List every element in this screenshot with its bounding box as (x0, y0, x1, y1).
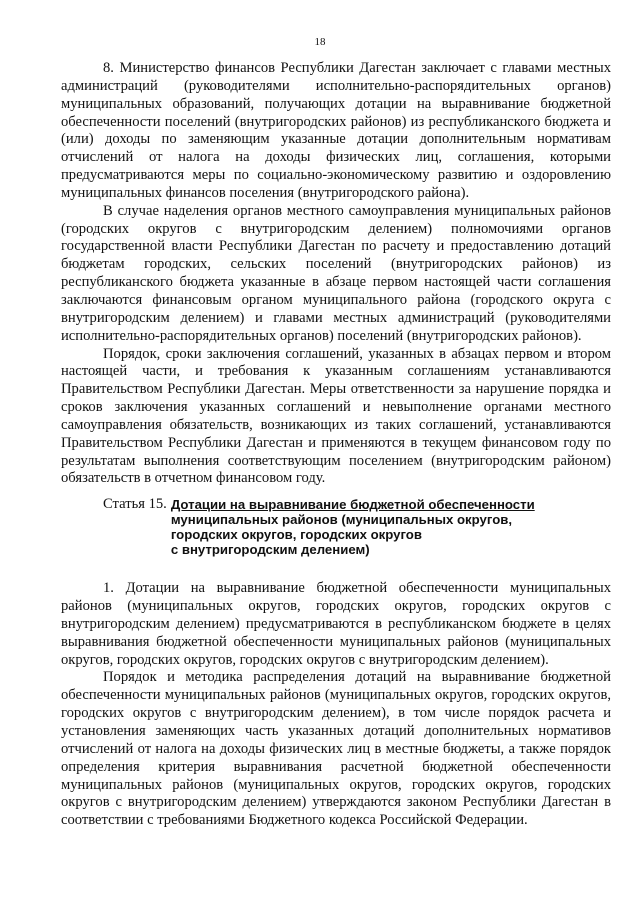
article-number: Статья 15. (103, 496, 167, 513)
article-title-line: Дотации на выравнивание бюджетной обеспеченности (170, 497, 535, 513)
paragraph-methodology: Порядок и методика распределения дотаций на выравнивание бюджетной обеспеченности муниципальных районов (муниципальных округов, городских округов, городских округов с внутригородским делением), в том числе порядок расчета и установления заменяющих часть указанных дотаций дополнительных нормативов отчислений от налога на доходы физических лиц в местные бюджеты, а также порядок определения критерия выравнивания расчетной бюджетной обеспеченности муниципальных районов (муниципальных округов, городских округов, городских округов с внутригородским делением) утверждаются законом Республики Дагестан в соответствии с требованиями Бюджетного кодекса Российской Федерации. (61, 669, 611, 829)
article-heading (61, 497, 611, 557)
document-body (61, 60, 611, 830)
article-title-line: с внутригородским делением) (170, 542, 370, 558)
page-number: 18 (314, 36, 326, 48)
article-title-line: муниципальных районов (муниципальных округов, (170, 512, 513, 528)
paragraph-article15-part1: 1. Дотации на выравнивание бюджетной обеспеченности муниципальных районов (муниципальных округов, городских округов, городских округов с внутригородским делением) предусматриваются в республиканском бюджете в целях выравнивания бюджетной обеспеченности муниципальных районов (муниципальных округов, городских округов, городских округов с внутригородским делением). (61, 580, 611, 668)
paragraph-agreement-procedure: Порядок, сроки заключения соглашений, указанных в абзацах первом и втором настоящей части, и требования к указанным соглашениям устанавливаются Правительством Республики Дагестан. Меры ответственности за нарушение порядка и сроков заключения указанных соглашений и невыполнение органами местного самоуправления обязательств, возникающих из таких соглашений, устанавливаются Правительством Республики Дагестан и применяются в текущем финансовом году по результатам выполнения соответствующим поселением (внутригородским районом) обязательств в отчетном финансовом году. (61, 345, 611, 487)
paragraph-8: 8. Министерство финансов Республики Дагестан заключает с главами местных администраций (руководителями исполнительно-распорядительных органов) муниципальных образований, получающих дотации на выравнивание бюджетной обеспеченности поселений (внутригородских районов) из республиканского бюджета и (или) доходы по заменяющим указанные дотации дополнительным нормативам отчислений от налога на доходы физических лиц, соглашения, которыми предусматриваются меры по социально-экономическому развитию и оздоровлению муниципальных финансов поселения (внутригородского района). (61, 60, 611, 201)
article-title (167, 497, 535, 557)
paragraph-delegation: В случае наделения органов местного самоуправления муниципальных районов (городских округов с внутригородским делением) полномочиями органов государственной власти Республики Дагестан по расчету и предоставлению дотаций бюджетам городских, сельских поселений (внутригородских районов) из республиканского бюджета указанные в абзаце первом настоящей части соглашения заключаются финансовым органом муниципального района (городского округа с внутригородским делением) и главами местных администраций (руководителями исполнительно-распорядительных органов) поселений (внутригородских районов). (61, 202, 611, 344)
article-title-line: городских округов, городских округов (170, 527, 422, 543)
